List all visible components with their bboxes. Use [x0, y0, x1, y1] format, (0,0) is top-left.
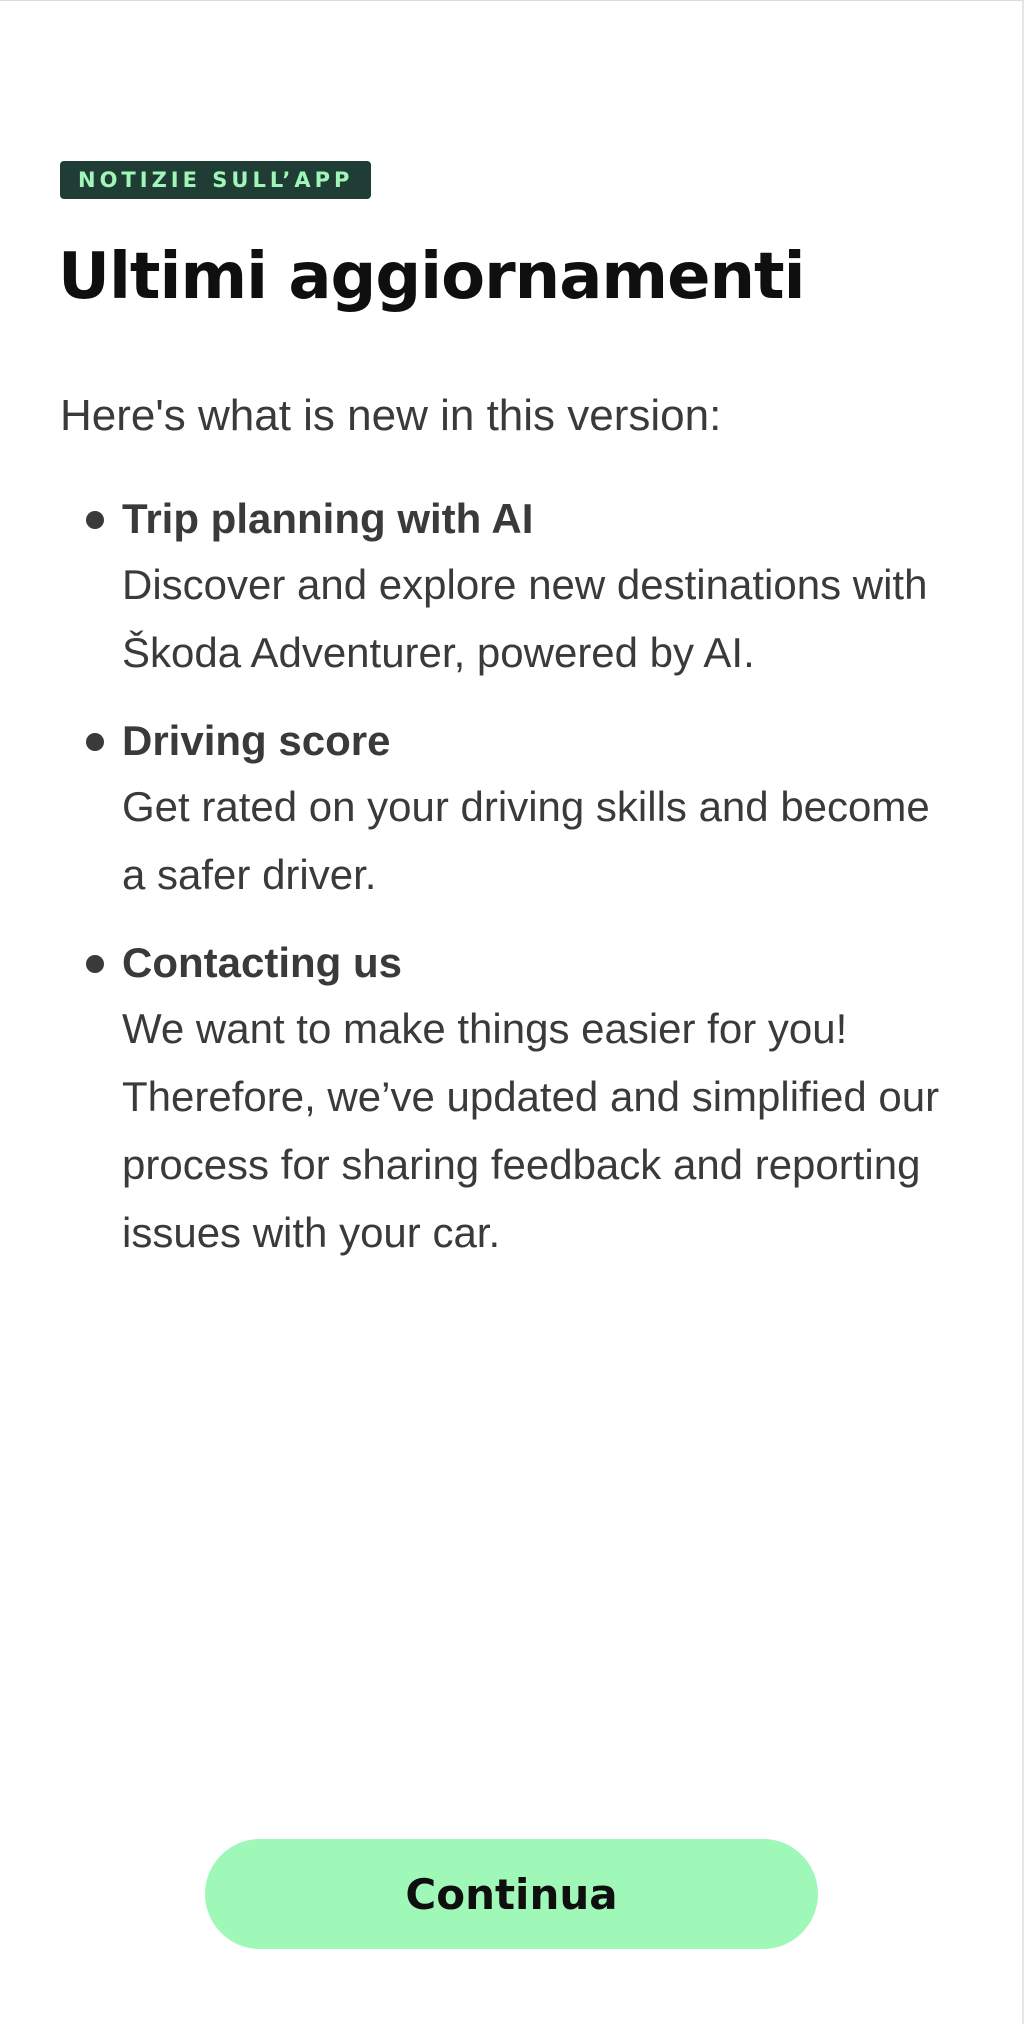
feature-description: Discover and explore new destinations with Škoda Adventurer, powered by AI. [122, 561, 928, 676]
feature-list [82, 487, 962, 1289]
feature-title: Driving score [122, 717, 391, 764]
page-title: Ultimi aggiornamenti [58, 240, 805, 314]
bullet-icon [86, 733, 104, 751]
bullet-icon [86, 955, 104, 973]
list-item [82, 931, 962, 1267]
app-news-badge [60, 161, 371, 199]
feature-description: We want to make things easier for you! Therefore, we’ve updated and simplified our process for sharing feedback and reporting issues with your car. [122, 1005, 940, 1256]
list-item [82, 709, 962, 909]
feature-description: Get rated on your driving skills and become a safer driver. [122, 783, 930, 898]
feature-title: Trip planning with AI [122, 495, 534, 542]
feature-title: Contacting us [122, 939, 402, 986]
list-item [82, 487, 962, 687]
continue-button[interactable]: Continua [205, 1839, 818, 1949]
bullet-icon [86, 511, 104, 529]
app-news-badge-label: NOTIZIE SULL’APP [78, 168, 354, 192]
intro-text: Here's what is new in this version: [60, 391, 722, 440]
